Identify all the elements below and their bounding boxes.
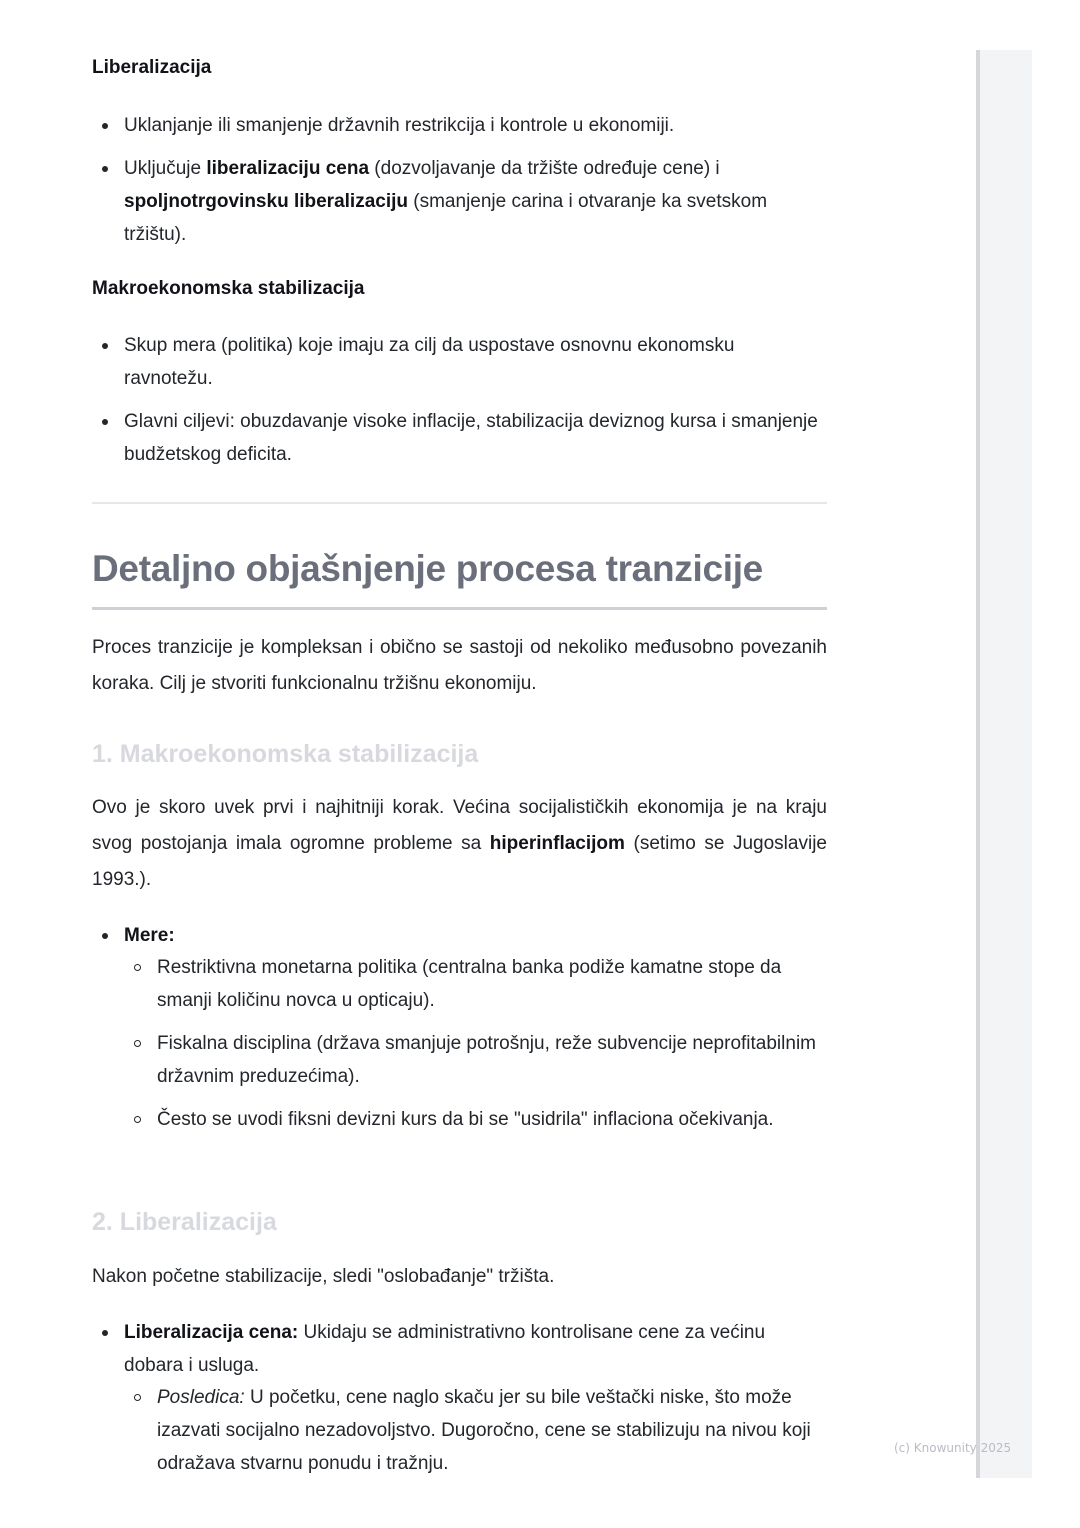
bullet-icon bbox=[102, 123, 108, 129]
side-panel bbox=[976, 50, 1032, 1478]
bullet-icon bbox=[102, 1330, 108, 1336]
sub-list-item: Posledica: U početku, cene naglo skaču jer su bile veštački niske, što može izazvati socijalno nezadovoljstvo. Dugoročno, cene se stabilizuju na nivou koji odražava stvarnu ponudu i tražnju. bbox=[124, 1381, 827, 1480]
circle-bullet-icon bbox=[134, 1394, 141, 1401]
list-item-mere: Mere: bbox=[92, 919, 827, 952]
intro-paragraph: Proces tranzicije je kompleksan i obično se sastoji od nekoliko međusobno povezanih koraka. Cilj je stvoriti funkcionalnu tržišnu ekonomiju. bbox=[92, 637, 827, 694]
bullet-icon bbox=[102, 419, 108, 425]
heading-makroekonomska-stabilizacija: Makroekonomska stabilizacija bbox=[92, 278, 365, 299]
bullet-icon bbox=[102, 933, 108, 939]
list-item: Uključuje liberalizaciju cena (dozvoljavanje da tržište određuje cene) i spoljnotrgovinsku liberalizaciju (smanjenje carina i otvaranje ka svetskom tržištu). bbox=[92, 152, 827, 251]
step-1-paragraph: Ovo je skoro uvek prvi i najhitniji korak. Većina socijalističkih ekonomija je na kraju svog postojanja imala ogromne probleme sa hiperinflacijom (setimo se Jugoslavije 1993.). bbox=[92, 797, 827, 890]
title-underline bbox=[92, 607, 827, 610]
page-title: Detaljno objašnjenje procesa tranzicije bbox=[92, 548, 763, 589]
circle-bullet-icon bbox=[134, 964, 141, 971]
sub-list-item: Često se uvodi fiksni devizni kurs da bi se "usidrila" inflaciona očekivanja. bbox=[124, 1103, 827, 1136]
sub-list-item: Fiskalna disciplina (država smanjuje potrošnju, reže subvencije neprofitabilnim državnim preduzećima). bbox=[124, 1027, 827, 1093]
list-item: Uklanjanje ili smanjenje državnih restrikcija i kontrole u ekonomiji. bbox=[92, 109, 827, 142]
list-item: Glavni ciljevi: obuzdavanje visoke inflacije, stabilizacija deviznog kursa i smanjenje budžetskog deficita. bbox=[92, 405, 827, 471]
list-item: Skup mera (politika) koje imaju za cilj da uspostave osnovnu ekonomsku ravnotežu. bbox=[92, 329, 827, 395]
heading-step-1: 1. Makroekonomska stabilizacija bbox=[92, 740, 479, 768]
sub-list-item: Restriktivna monetarna politika (centralna banka podiže kamatne stope da smanji količinu novca u opticaju). bbox=[124, 951, 827, 1017]
circle-bullet-icon bbox=[134, 1116, 141, 1123]
watermark: (c) Knowunity 2025 bbox=[894, 1441, 1012, 1455]
step-2-intro: Nakon početne stabilizacije, sledi "oslobađanje" tržišta. bbox=[92, 1266, 555, 1287]
bullet-icon bbox=[102, 166, 108, 172]
heading-step-2: 2. Liberalizacija bbox=[92, 1208, 277, 1236]
bullet-icon bbox=[102, 343, 108, 349]
divider bbox=[92, 502, 827, 504]
list-item: Liberalizacija cena: Ukidaju se administrativno kontrolisane cene za većinu dobara i usluga. bbox=[92, 1316, 827, 1382]
circle-bullet-icon bbox=[134, 1040, 141, 1047]
heading-liberalizacija: Liberalizacija bbox=[92, 57, 212, 78]
